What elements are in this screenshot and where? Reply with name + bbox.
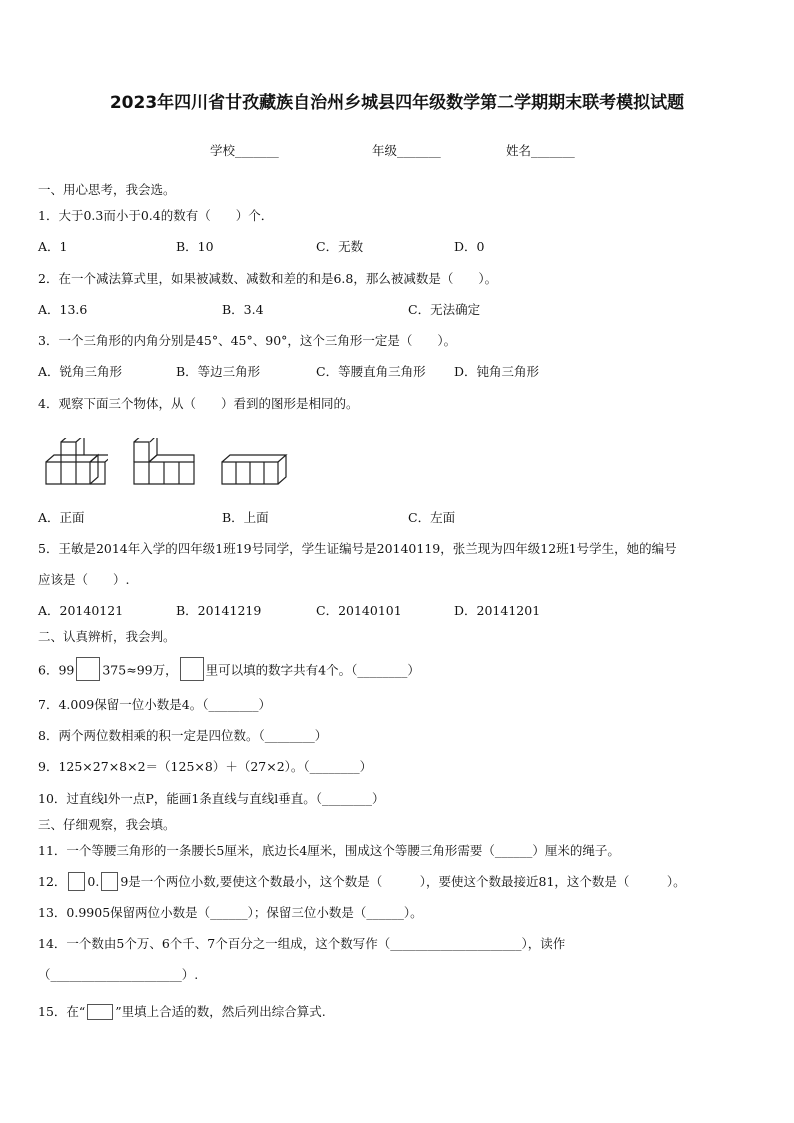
q3-option-c[interactable]: C．等腰直角三角形 <box>316 364 426 379</box>
question-4: 4．观察下面三个物体，从（ ）看到的图形是相同的。 <box>38 396 359 411</box>
q12-part-1: 12． <box>38 874 67 889</box>
cube-figure-3 <box>220 452 288 486</box>
cube-figure-2 <box>132 438 196 486</box>
q1-option-a[interactable]: A．1 <box>38 239 68 254</box>
q15-part-2: ”里填上合适的数，然后列出综合算式. <box>115 1004 326 1019</box>
q1-option-b[interactable]: B．10 <box>176 239 214 254</box>
grade-field[interactable]: 年级_______ <box>372 143 441 158</box>
q12-part-3: 9是一个两位小数,要使这个数最小，这个数是（ ），要使这个数最接近81，这个数是（ ）。 <box>120 874 686 889</box>
q5-option-b[interactable]: B．20141219 <box>176 603 262 618</box>
question-13: 13．0.9905保留两位小数是（______）；保留三位小数是（______）。 <box>38 905 423 920</box>
q6-part-1: 6．99 <box>38 662 75 678</box>
question-6 <box>38 661 420 681</box>
q5-option-a[interactable]: A．20140121 <box>38 603 124 618</box>
question-3: 3．一个三角形的内角分别是45°、45°、90°，这个三角形一定是（ ）。 <box>38 333 457 348</box>
q15-box-reference <box>87 1004 113 1020</box>
q5-option-c[interactable]: C．20140101 <box>316 603 402 618</box>
question-2: 2．在一个减法算式里，如果被减数、减数和差的和是6.8，那么被减数是（ ）。 <box>38 271 498 286</box>
q6-blank-box[interactable] <box>76 657 100 681</box>
page-title: 2023年四川省甘孜藏族自治州乡城县四年级数学第二学期期末联考模拟试题 <box>109 93 685 113</box>
q4-option-a[interactable]: A．正面 <box>38 510 85 525</box>
cube-figure-1 <box>44 438 108 486</box>
q12-part-2: 0. <box>87 874 100 889</box>
q4-option-b[interactable]: B．上面 <box>222 510 269 525</box>
question-7: 7．4.009保留一位小数是4。（________） <box>38 697 271 712</box>
q3-option-a[interactable]: A．锐角三角形 <box>38 364 123 379</box>
section-heading-3: 三、仔细观察，我会填。 <box>38 817 176 832</box>
q6-part-3: 里可以填的数字共有4个。（________） <box>205 662 420 678</box>
q5-option-d[interactable]: D．20141201 <box>454 603 541 618</box>
section-heading-2: 二、认真辨析，我会判。 <box>38 629 176 644</box>
question-11: 11．一个等腰三角形的一条腰长5厘米，底边长4厘米，围成这个等腰三角形需要（______）厘米的绳子。 <box>38 843 620 858</box>
question-5-line-1: 5．王敏是2014年入学的四年级1班19号同学，学生证编号是20140119，张兰现为四年级12班1号学生，她的编号 <box>38 541 677 556</box>
q12-blank-box-2[interactable] <box>101 872 118 891</box>
question-10: 10．过直线l外一点P，能画1条直线与直线l垂直。（________） <box>38 791 385 806</box>
q12-blank-box-1[interactable] <box>68 872 85 891</box>
q1-option-d[interactable]: D．0 <box>454 239 485 254</box>
q1-option-c[interactable]: C．无数 <box>316 239 364 254</box>
q15-part-1: 15．在“ <box>38 1004 86 1019</box>
q2-option-a[interactable]: A．13.6 <box>38 302 88 317</box>
school-field[interactable]: 学校_______ <box>210 143 279 158</box>
question-15 <box>38 1004 326 1020</box>
q3-option-d[interactable]: D．钝角三角形 <box>454 364 540 379</box>
question-14-line-2: （_____________________）. <box>38 967 199 982</box>
question-12 <box>38 874 686 891</box>
q2-option-b[interactable]: B．3.4 <box>222 302 264 317</box>
question-14-line-1: 14．一个数由5个万、6个千、7个百分之一组成，这个数写作（_____________________），读作 <box>38 936 566 951</box>
question-9: 9．125×27×8×2＝（125×8）＋（27×2）。（________） <box>38 759 373 774</box>
q6-part-2: 375≈99万， <box>102 662 178 678</box>
name-field[interactable]: 姓名_______ <box>506 143 575 158</box>
q4-option-c[interactable]: C．左面 <box>408 510 456 525</box>
q3-option-b[interactable]: B．等边三角形 <box>176 364 261 379</box>
question-1: 1．大于0.3而小于0.4的数有（ ）个． <box>38 208 274 223</box>
q2-option-c[interactable]: C．无法确定 <box>408 302 481 317</box>
q6-box-reference <box>180 657 204 681</box>
question-8: 8．两个两位数相乘的积一定是四位数。（________） <box>38 728 328 743</box>
section-heading-1: 一、用心思考，我会选。 <box>38 182 176 197</box>
question-5-line-2: 应该是（ ）. <box>38 572 130 587</box>
